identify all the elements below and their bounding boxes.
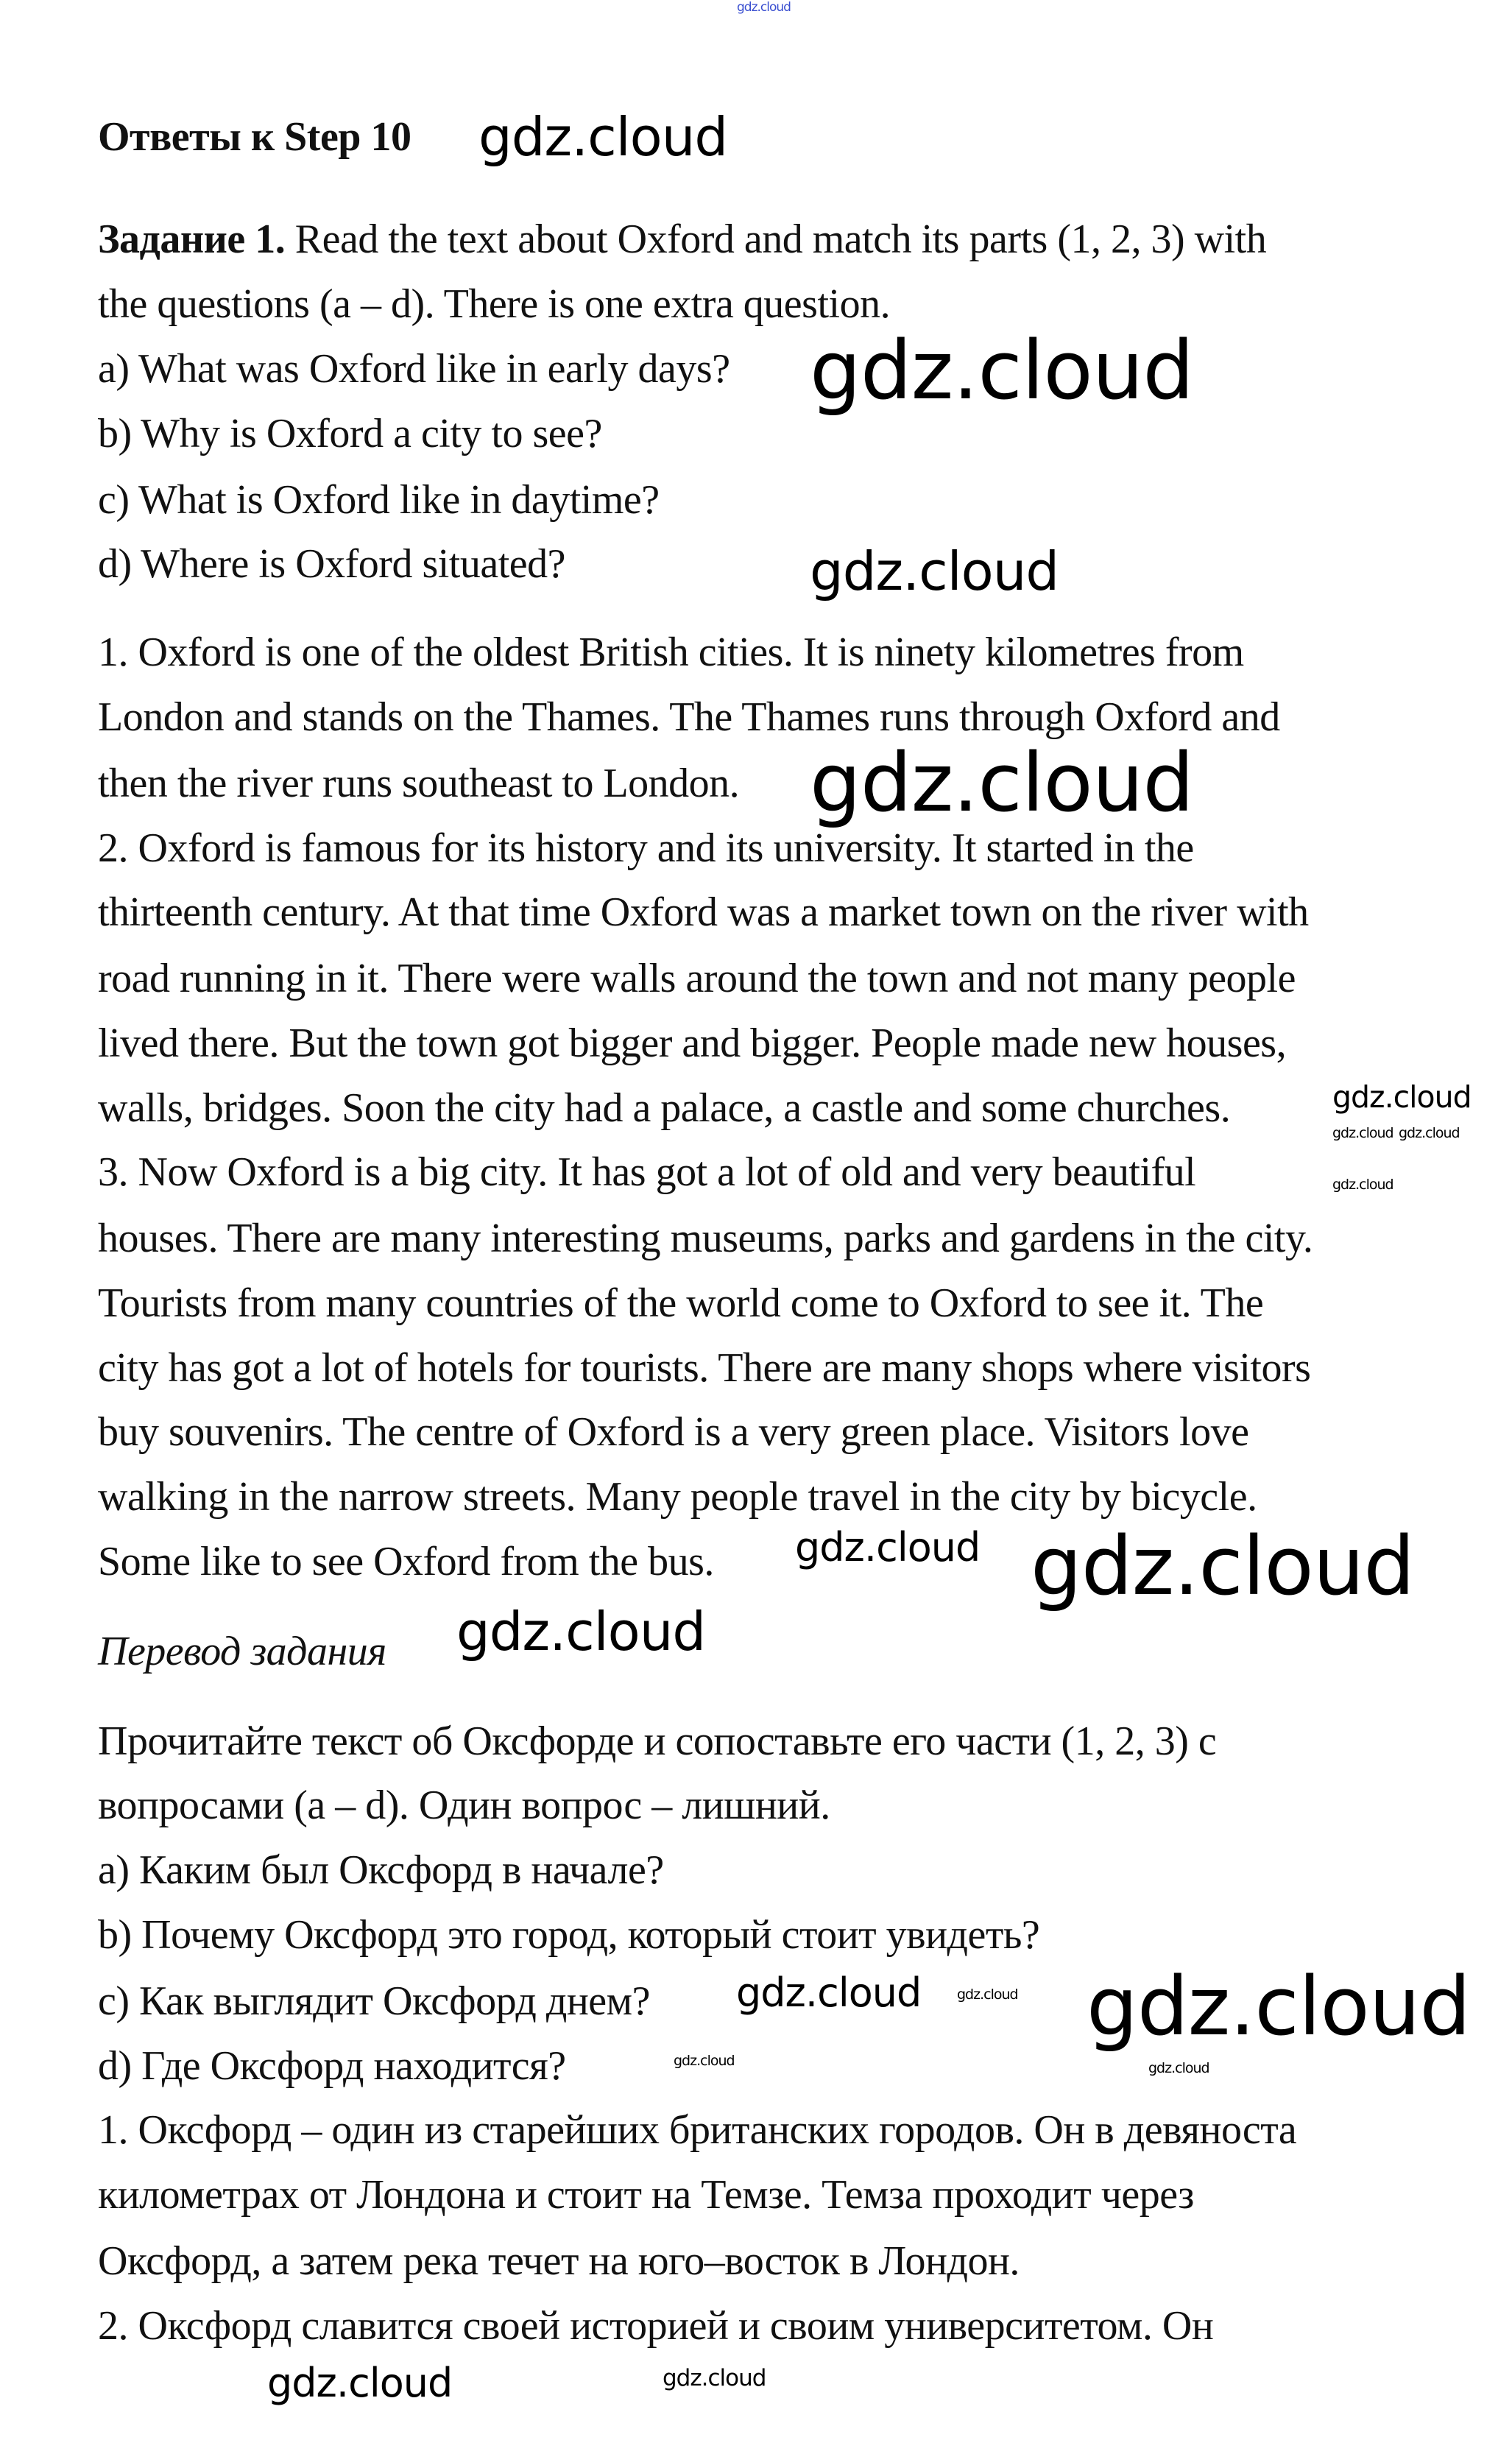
text-line: Some like to see Oxford from the bus. <box>98 1539 714 1584</box>
text-line: houses. There are many interesting museums, parks and gardens in the city. <box>98 1216 1313 1261</box>
watermark: gdz.cloud <box>1148 2060 1209 2076</box>
watermark: gdz.cloud <box>810 540 1059 602</box>
text-line: thirteenth century. At that time Oxford was a market town on the river with <box>98 889 1309 935</box>
text-line: walls, bridges. Soon the city had a palace, a castle and some churches. <box>98 1085 1231 1131</box>
translation-heading: Перевод задания <box>98 1629 386 1674</box>
text-line: London and stands on the Thames. The Thames runs through Oxford and <box>98 694 1280 740</box>
watermark: gdz.cloud <box>1332 1125 1393 1141</box>
watermark: gdz.cloud <box>736 1970 922 2016</box>
watermark: gdz.cloud <box>1031 1519 1415 1613</box>
watermark: gdz.cloud <box>810 323 1194 417</box>
text-line: walking in the narrow streets. Many people travel in the city by bicycle. <box>98 1474 1257 1520</box>
text-line: Tourists from many countries of the world come to Oxford to see it. The <box>98 1280 1264 1326</box>
translation-line: c) Как выглядит Оксфорд днем? <box>98 1978 650 2024</box>
watermark: gdz.cloud <box>1332 1177 1393 1193</box>
watermark: gdz.cloud <box>795 1524 981 1570</box>
watermark: gdz.cloud <box>1087 1959 1471 2053</box>
text-line: 1. Oxford is one of the oldest British cities. It is ninety kilometres from <box>98 630 1244 675</box>
text-line: 3. Now Oxford is a big city. It has got a lot of old and very beautiful <box>98 1149 1196 1195</box>
text-line: city has got a lot of hotels for tourists. There are many shops where visitors <box>98 1345 1311 1391</box>
text-line: buy souvenirs. The centre of Oxford is a very green place. Visitors love <box>98 1409 1249 1455</box>
question-d: d) Where is Oxford situated? <box>98 541 565 587</box>
translation-line: d) Где Оксфорд находится? <box>98 2043 566 2089</box>
question-a: a) What was Oxford like in early days? <box>98 346 730 392</box>
watermark: gdz.cloud <box>1332 1079 1472 1115</box>
translation-line: 2. Оксфорд славится своей историей и своим университетом. Он <box>98 2303 1214 2349</box>
translation-line: 1. Оксфорд – один из старейших британских городов. Он в девяноста <box>98 2107 1297 2153</box>
watermark: gdz.cloud <box>456 1601 706 1662</box>
text-line: lived there. But the town got bigger and bigger. People made new houses, <box>98 1020 1287 1066</box>
watermark: gdz.cloud <box>267 2360 453 2406</box>
question-b: b) Why is Oxford a city to see? <box>98 411 602 456</box>
watermark: gdz.cloud <box>478 106 728 168</box>
translation-line: километрах от Лондона и стоит на Темзе. Темза проходит через <box>98 2172 1194 2218</box>
watermark: gdz.cloud <box>663 2365 766 2391</box>
header-watermark: gdz.cloud <box>737 0 791 15</box>
watermark: gdz.cloud <box>957 1986 1018 2003</box>
translation-line: вопросами (a – d). Один вопрос – лишний. <box>98 1783 830 1828</box>
task-heading <box>98 216 1266 263</box>
task-label: Задание 1. <box>98 216 286 262</box>
task-text: Read the text about Oxford and match its parts (1, 2, 3) with <box>285 216 1267 262</box>
translation-line: a) Каким был Оксфорд в начале? <box>98 1847 664 1893</box>
text-line: 2. Oxford is famous for its history and its university. It started in the <box>98 825 1194 871</box>
translation-line: Прочитайте текст об Оксфорде и сопоставьте его части (1, 2, 3) с <box>98 1718 1217 1764</box>
text-line: the questions (a – d). There is one extra question. <box>98 281 891 327</box>
watermark: gdz.cloud <box>810 736 1194 830</box>
question-c: c) What is Oxford like in daytime? <box>98 477 660 523</box>
text-line: road running in it. There were walls around the town and not many people <box>98 956 1296 1001</box>
translation-line: b) Почему Оксфорд это город, который стоит увидеть? <box>98 1912 1040 1958</box>
text-line: then the river runs southeast to London. <box>98 761 740 806</box>
watermark: gdz.cloud <box>674 2053 735 2069</box>
translation-line: Оксфорд, а затем река течет на юго–восток в Лондон. <box>98 2238 1020 2284</box>
watermark: gdz.cloud <box>1399 1125 1460 1141</box>
page-title: Ответы к Step 10 <box>98 114 411 160</box>
